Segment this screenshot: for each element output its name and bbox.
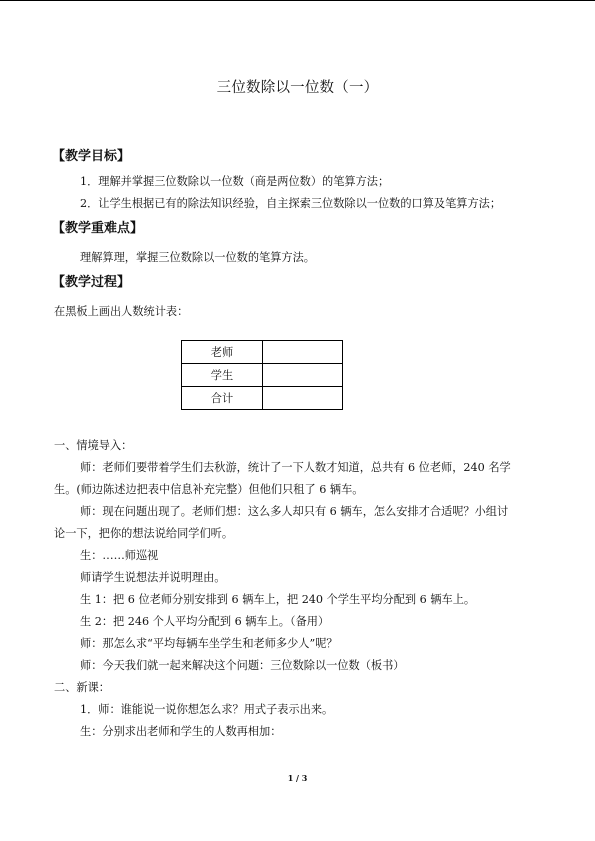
heading-key-points: 【教学重难点】: [52, 221, 144, 236]
table-cell-value: [263, 341, 343, 364]
body-line: 一、情境导入：: [54, 439, 133, 452]
header-rule: [0, 0, 595, 1]
table-row: [182, 341, 343, 364]
table-cell-value: [263, 387, 343, 410]
body-line: 师请学生说想法并说明理由。: [80, 571, 226, 584]
table-row: [182, 387, 343, 410]
body-line: 生。(师边陈述边把表中信息补充完整）但他们只租了 6 辆车。: [54, 483, 364, 496]
body-line: 生 2：把 246 个人平均分配到 6 辆车上。（备用）: [80, 615, 330, 628]
body-line: 师：现在问题出现了。老师们想：这么多人却只有 6 辆车，怎么安排才合适呢？小组讨: [80, 505, 509, 518]
body-line: 生：分别求出老师和学生的人数再相加：: [80, 725, 282, 738]
body-line: 师：今天我们就一起来解决这个问题：三位数除以一位数（板书）: [80, 659, 405, 672]
process-intro: 在黑板上画出人数统计表：: [54, 305, 189, 318]
body-line: 生 1：把 6 位老师分别安排到 6 辆车上，把 240 个学生平均分配到 6 辆车上。: [80, 593, 476, 606]
table-cell-label: 学生: [182, 364, 263, 387]
table-cell-value: [263, 364, 343, 387]
table-cell-label: 合计: [182, 387, 263, 410]
body-line: 师：那怎么求“平均每辆车坐学生和老师多少人”呢？: [80, 637, 338, 650]
heading-goals: 【教学目标】: [52, 149, 131, 164]
body-line: 1．师：谁能说一说你想怎么求？用式子表示出来。: [80, 703, 334, 716]
body-line: 生：……师巡视: [80, 549, 159, 562]
body-line: 二、新课：: [54, 681, 110, 694]
page-number: 1 / 3: [287, 773, 308, 783]
goal-item-1: 1．理解并掌握三位数除以一位数（商是两位数）的笔算方法；: [80, 175, 390, 188]
table-row: [182, 364, 343, 387]
heading-process: 【教学过程】: [52, 275, 131, 290]
key-points-text: 理解算理，掌握三位数除以一位数的笔算方法。: [80, 251, 315, 264]
table-cell-label: 老师: [182, 341, 263, 364]
body-line: 师：老师们要带着学生们去秋游，统计了一下人数才知道，总共有 6 位老师，240 名学: [80, 461, 511, 474]
goal-item-2: 2．让学生根据已有的除法知识经验，自主探索三位数除以一位数的口算及笔算方法；: [80, 197, 502, 210]
body-line: 论一下，把你的想法说给同学们听。: [54, 527, 234, 540]
page-title: 三位数除以一位数（一）: [216, 80, 379, 96]
headcount-table: [181, 340, 343, 410]
